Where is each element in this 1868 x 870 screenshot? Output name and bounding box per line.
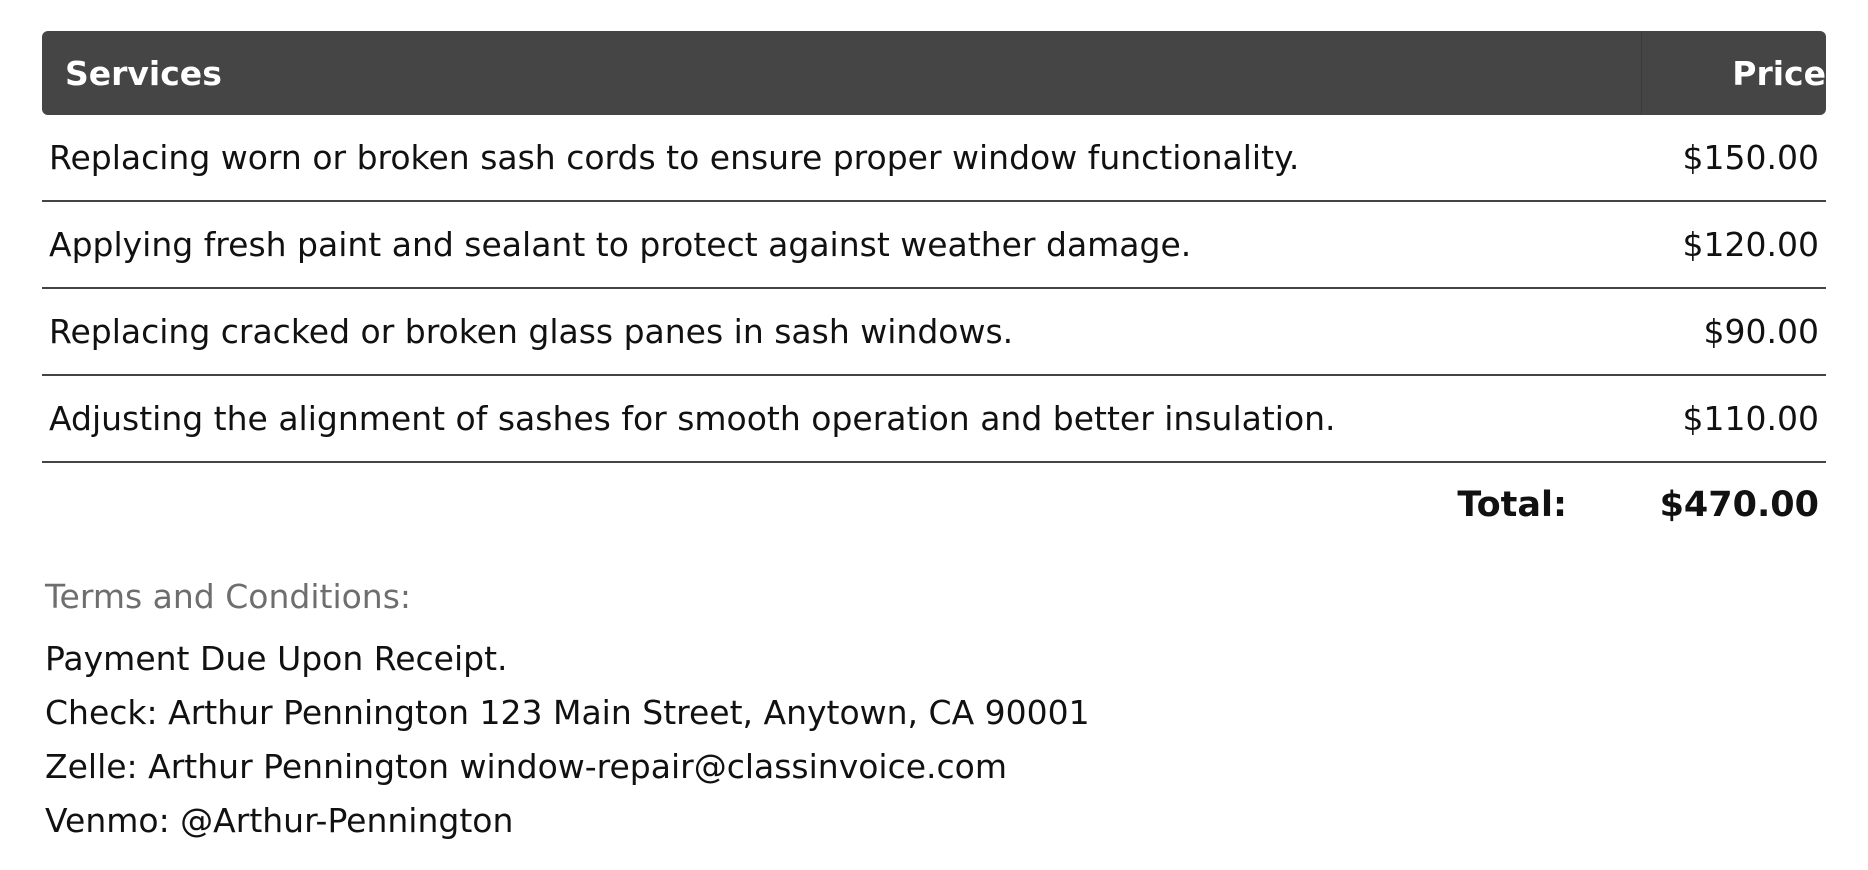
terms-payment-due: Payment Due Upon Receipt. [45,639,508,678]
terms-heading: Terms and Conditions: [45,577,412,616]
services-table [42,31,1826,463]
service-price: $110.00 [1642,375,1827,462]
table-header [42,31,1826,115]
total-row [42,463,1826,549]
service-price: $90.00 [1642,288,1827,375]
total-label: Total: [1457,485,1567,525]
service-description: Applying fresh paint and sealant to protect against weather damage. [42,201,1642,288]
total-value: $470.00 [1659,485,1819,525]
terms-venmo-details: Venmo: @Arthur-Pennington [45,801,514,840]
table-row [42,115,1826,201]
terms-check-details: Check: Arthur Pennington 123 Main Street, Anytown, CA 90001 [45,693,1090,732]
price-column-header-label: Price [1732,53,1826,93]
table-row [42,375,1826,462]
table-body [42,115,1826,462]
service-description: Replacing cracked or broken glass panes in sash windows. [42,288,1642,375]
terms-zelle-details: Zelle: Arthur Pennington window-repair@classinvoice.com [45,747,1008,786]
services-column-header: Services [42,31,1642,115]
terms-section [42,577,1826,848]
service-description: Replacing worn or broken sash cords to ensure proper window functionality. [42,115,1642,201]
service-description: Adjusting the alignment of sashes for smooth operation and better insulation. [42,375,1642,462]
table-header-row [42,31,1826,115]
table-row [42,288,1826,375]
price-column-header [1642,31,1827,115]
invoice [42,31,1826,848]
table-row [42,201,1826,288]
service-price: $150.00 [1642,115,1827,201]
service-price: $120.00 [1642,201,1827,288]
